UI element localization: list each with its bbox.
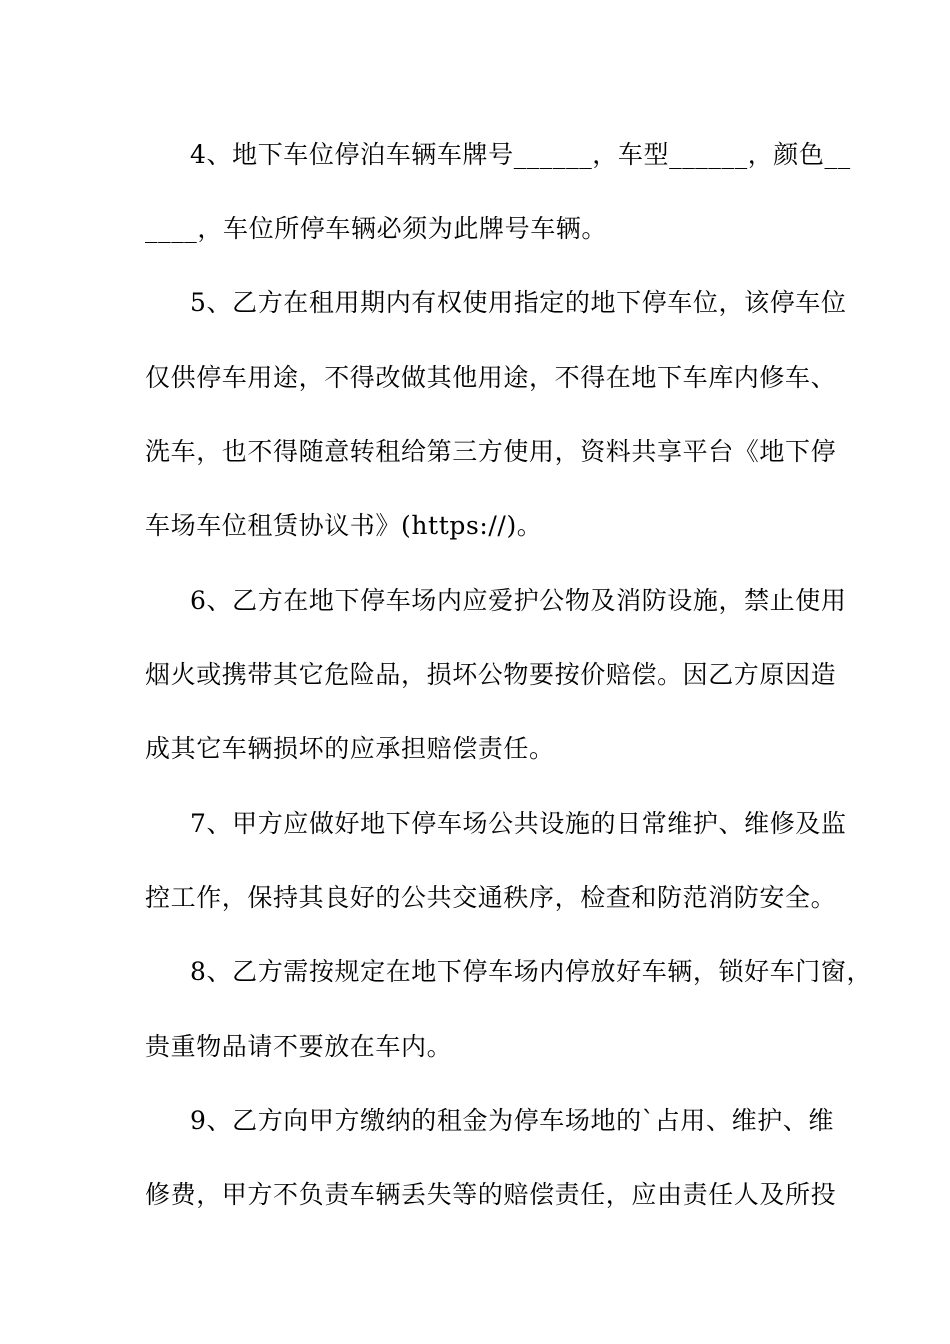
paragraph-5-line-3: 洗车，也不得随意转租给第三方使用，资料共享平台《地下停 — [145, 437, 837, 466]
paragraph-9-line-2: 修费，甲方不负责车辆丢失等的赔偿责任，应由责任人及所投 — [145, 1180, 837, 1209]
paragraph-5-line-1: 5、乙方在租用期内有权使用指定的地下停车位，该停车位 — [190, 288, 847, 317]
paragraph-8-line-2: 贵重物品请不要放在车内。 — [145, 1032, 453, 1061]
paragraph-4-line-1: 4、地下车位停泊车辆车牌号______，车型______，颜色__ — [190, 140, 851, 169]
paragraph-8-line-1: 8、乙方需按规定在地下停车场内停放好车辆，锁好车门窗， — [190, 957, 873, 986]
paragraph-7-line-2: 控工作，保持其良好的公共交通秩序，检查和防范消防安全。 — [145, 883, 837, 912]
paragraph-6-line-3: 成其它车辆损坏的应承担赔偿责任。 — [145, 734, 555, 763]
paragraph-4-line-2: ____，车位所停车辆必须为此牌号车辆。 — [145, 214, 608, 243]
paragraph-9-line-1: 9、乙方向甲方缴纳的租金为停车场地的`占用、维护、维 — [190, 1106, 835, 1135]
paragraph-5-line-2: 仅供停车用途，不得改做其他用途，不得在地下车库内修车、 — [145, 363, 837, 392]
paragraph-6-line-2: 烟火或携带其它危险品，损坏公物要按价赔偿。因乙方原因造 — [145, 660, 837, 689]
paragraph-6-line-1: 6、乙方在地下停车场内应爱护公物及消防设施，禁止使用 — [190, 586, 847, 615]
paragraph-5-line-4: 车场车位租赁协议书》(https://)。 — [145, 511, 543, 540]
paragraph-7-line-1: 7、甲方应做好地下停车场公共设施的日常维护、维修及监 — [190, 809, 847, 838]
